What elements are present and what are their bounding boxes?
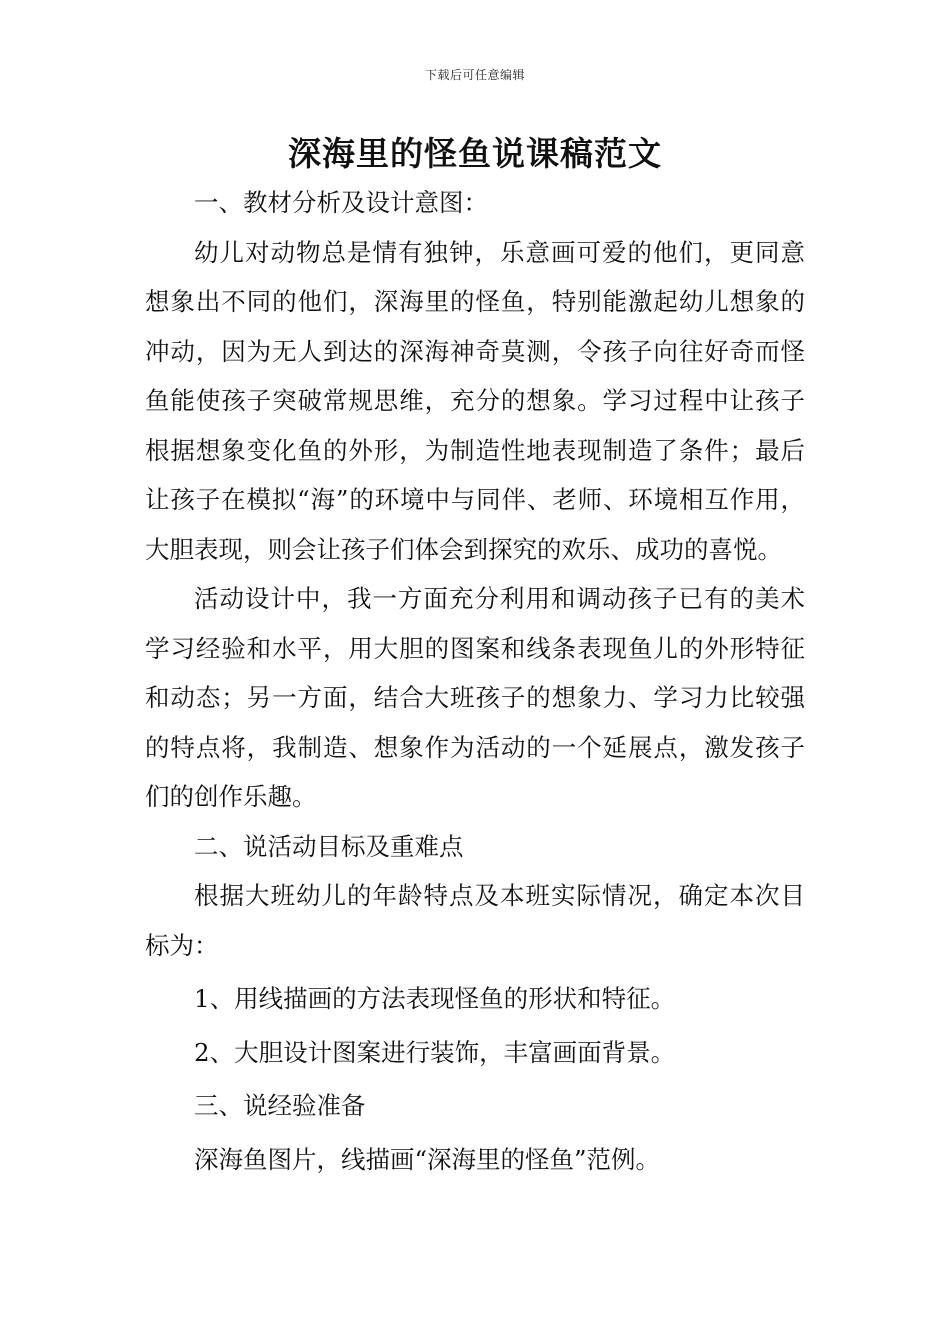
paragraph-2: 活动设计中，我一方面充分利用和调动孩子已有的美术学习经验和水平，用大胆的图案和线条表现鱼儿的外形特征和动态；另一方面，结合大班孩子的想象力、学习力比较强的特点将，我制造、想象作为活动的一个延展点，激发孩子们的创作乐趣。 [145, 584, 805, 811]
section-heading-3: 三、说经验准备 [194, 1091, 366, 1120]
paragraph-4: 深海鱼图片，线描画“深海里的怪鱼”范例。 [194, 1144, 661, 1174]
section-heading-2: 二、说活动目标及重难点 [194, 831, 464, 861]
document-body [145, 178, 805, 1184]
paragraph-1: 幼儿对动物总是情有独钟，乐意画可爱的他们，更同意想象出不同的他们，深海里的怪鱼，特别能激起幼儿想象的冲动，因为无人到达的深海神奇莫测，令孩子向往好奇而怪鱼能使孩子突破常规思维，充分的想象。学习过程中让孩子根据想象变化鱼的外形，为制造性地表现制造了条件；最后让孩子在模拟“海”的环境中与同伴、老师、环境相互作用，大胆表现，则会让孩子们体会到探究的欢乐、成功的喜悦。 [145, 237, 805, 564]
document-title: 深海里的怪鱼说课稿范文 [288, 134, 662, 173]
section-heading-1: 一、教材分析及设计意图： [194, 188, 488, 217]
goal-item-1: 1、用线描画的方法表现怪鱼的形状和特征。 [194, 984, 676, 1013]
goal-item-2: 2、大胆设计图案进行装饰，丰富画面背景。 [194, 1037, 676, 1067]
header-note: 下载后可任意编辑 [424, 68, 525, 82]
paragraph-3: 根据大班幼儿的年龄特点及本班实际情况，确定本次目标为： [145, 881, 805, 960]
